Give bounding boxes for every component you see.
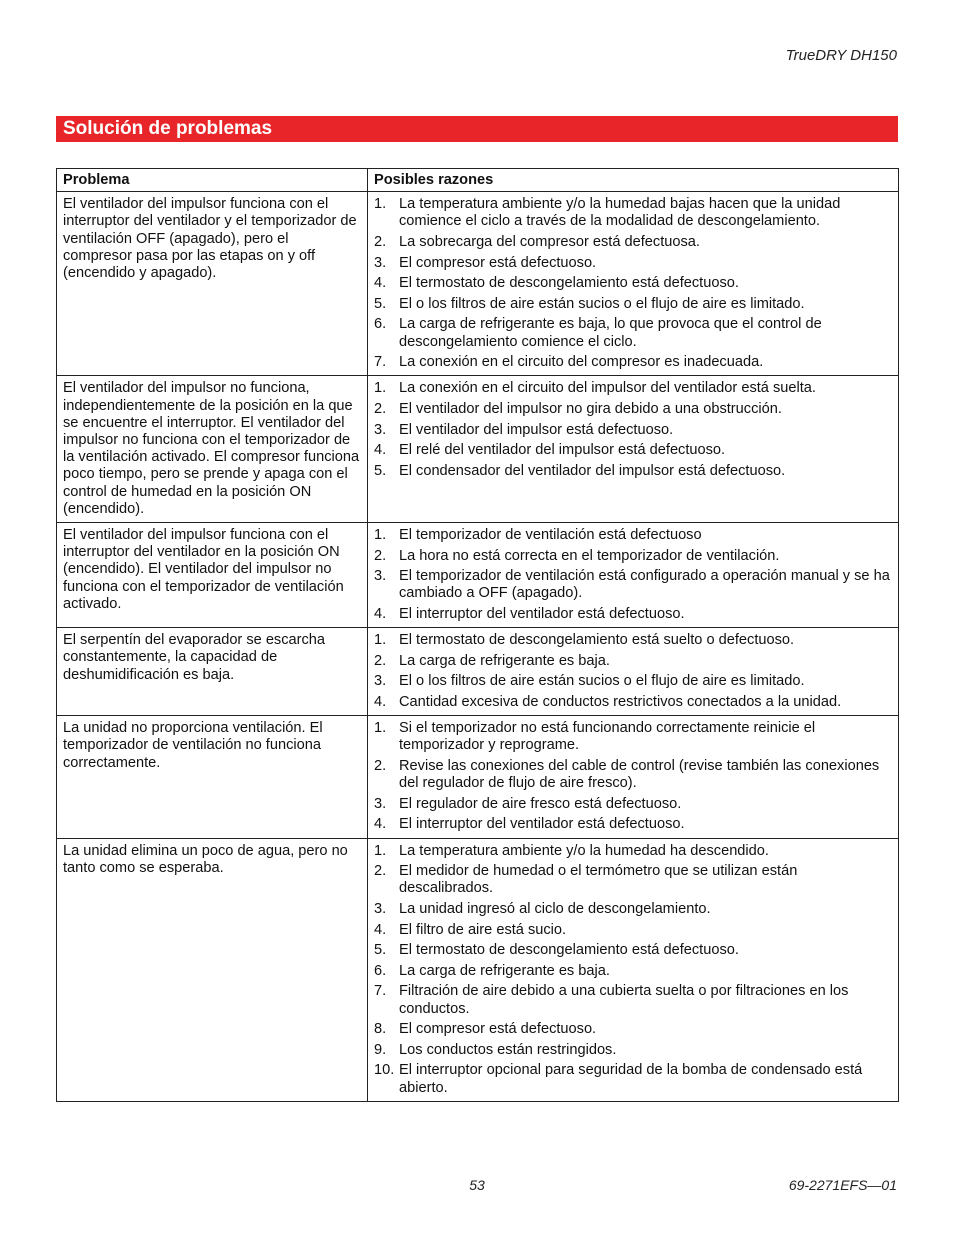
reasons-cell — [368, 192, 899, 376]
reason-text: El relé del ventilador del impulsor está defectuoso. — [399, 442, 726, 459]
reason-text: El temporizador de ventilación está configurado a operación manual y se ha cambiado a OFF (apagado). — [399, 568, 890, 602]
reason-text: El ventilador del impulsor no gira debido a una obstrucción. — [399, 400, 782, 417]
reason-text: El medidor de humedad o el termómetro que se utilizan están descalibrados. — [399, 863, 798, 897]
reason-number: 5. — [374, 295, 387, 312]
reason-text: La unidad ingresó al ciclo de descongelamiento. — [399, 900, 711, 917]
reason-item — [374, 720, 892, 754]
reason-text: El interruptor del ventilador está defectuoso. — [399, 605, 685, 622]
reason-item — [374, 196, 892, 230]
reason-item — [374, 296, 892, 313]
reasons-list — [374, 843, 892, 1097]
problem-cell: La unidad elimina un poco de agua, pero no tanto como se esperaba. — [57, 838, 368, 1101]
reason-item — [374, 316, 892, 350]
reasons-list — [374, 720, 892, 833]
reason-text: Filtración de aire debido a una cubierta suelta o por filtraciones en los conductos. — [399, 983, 849, 1017]
reasons-cell — [368, 716, 899, 838]
reason-text: Los conductos están restringidos. — [399, 1041, 617, 1058]
reason-text: El termostato de descongelamiento está defectuoso. — [399, 942, 739, 959]
section-title: Solución de problemas — [56, 116, 898, 142]
reason-number: 4. — [374, 921, 387, 938]
reasons-list — [374, 527, 892, 623]
column-header-problem: Problema — [57, 169, 368, 192]
reason-number: 3. — [374, 795, 387, 812]
reason-text: El termostato de descongelamiento está suelto o defectuoso. — [399, 632, 795, 649]
reason-number: 6. — [374, 316, 387, 333]
reason-item — [374, 758, 892, 792]
reason-text: El temporizador de ventilación está defectuoso — [399, 527, 702, 543]
reason-item — [374, 983, 892, 1017]
table-row — [57, 628, 899, 716]
reason-item — [374, 1042, 892, 1059]
reason-item — [374, 796, 892, 813]
reasons-cell — [368, 838, 899, 1101]
reason-number: 3. — [374, 673, 387, 690]
reason-text: La hora no está correcta en el temporizador de ventilación. — [399, 547, 780, 564]
reason-item — [374, 463, 892, 480]
reason-text: El termostato de descongelamiento está defectuoso. — [399, 275, 739, 292]
reason-text: La carga de refrigerante es baja, lo que provoca que el control de descongelamiento comience el ciclo. — [399, 316, 822, 350]
reason-number: 2. — [374, 652, 387, 669]
reasons-cell — [368, 628, 899, 716]
page-number: 53 — [469, 1177, 485, 1193]
reason-number: 1. — [374, 380, 387, 397]
table-row — [57, 192, 899, 376]
reason-number: 2. — [374, 400, 387, 417]
reason-number: 1. — [374, 196, 387, 213]
reason-number: 2. — [374, 757, 387, 774]
column-header-reasons: Posibles razones — [368, 169, 899, 192]
reason-item — [374, 843, 892, 860]
reason-item — [374, 816, 892, 833]
reason-text: La temperatura ambiente y/o la humedad ha descendido. — [399, 842, 769, 859]
reason-item — [374, 901, 892, 918]
reason-text: La carga de refrigerante es baja. — [399, 962, 610, 979]
reason-text: Cantidad excesiva de conductos restrictivos conectados a la unidad. — [399, 693, 842, 710]
reason-text: El ventilador del impulsor está defectuoso. — [399, 421, 674, 438]
reasons-list — [374, 632, 892, 711]
reason-item — [374, 653, 892, 670]
reason-number: 2. — [374, 547, 387, 564]
problem-cell: La unidad no proporciona ventilación. El temporizador de ventilación no funciona correctamente. — [57, 716, 368, 838]
reason-number: 3. — [374, 568, 387, 585]
reason-text: El o los filtros de aire están sucios o el flujo de aire es limitado. — [399, 673, 805, 690]
reason-text: La carga de refrigerante es baja. — [399, 652, 610, 669]
reason-number: 4. — [374, 816, 387, 833]
reason-item — [374, 401, 892, 418]
reason-text: El regulador de aire fresco está defectuoso. — [399, 795, 682, 812]
table-row — [57, 716, 899, 838]
reason-item — [374, 1062, 892, 1096]
reason-item — [374, 606, 892, 623]
reason-number: 7. — [374, 354, 387, 371]
reason-item — [374, 255, 892, 272]
reason-number: 4. — [374, 693, 387, 710]
reason-item — [374, 234, 892, 251]
reason-number: 9. — [374, 1041, 387, 1058]
reason-item — [374, 963, 892, 980]
reason-text: La sobrecarga del compresor está defectuosa. — [399, 234, 700, 250]
reason-number: 4. — [374, 605, 387, 622]
reason-item — [374, 673, 892, 690]
table-row — [57, 838, 899, 1101]
reason-number: 3. — [374, 900, 387, 917]
reason-item — [374, 380, 892, 397]
reason-number: 10. — [374, 1062, 395, 1079]
reason-number: 1. — [374, 527, 387, 543]
reason-number: 7. — [374, 983, 387, 1000]
reason-text: El compresor está defectuoso. — [399, 1021, 597, 1038]
reason-text: El interruptor opcional para seguridad de la bomba de condensado está abierto. — [399, 1062, 863, 1096]
reason-item — [374, 694, 892, 711]
reason-item — [374, 354, 892, 371]
reason-text: El interruptor del ventilador está defectuoso. — [399, 816, 685, 833]
reason-item — [374, 422, 892, 439]
reason-item — [374, 922, 892, 939]
reason-text: La temperatura ambiente y/o la humedad bajas hacen que la unidad comience el ciclo a través de la modalidad de descongelamiento. — [399, 196, 841, 230]
reasons-cell — [368, 376, 899, 523]
reason-text: Si el temporizador no está funcionando correctamente reinicie el temporizador y reprograme. — [399, 720, 816, 754]
reason-text: El filtro de aire está sucio. — [399, 921, 567, 938]
reason-item — [374, 568, 892, 602]
reason-item — [374, 548, 892, 565]
reason-number: 1. — [374, 632, 387, 649]
reason-number: 2. — [374, 863, 387, 880]
table-row — [57, 523, 899, 628]
reason-number: 4. — [374, 275, 387, 292]
problem-cell: El serpentín del evaporador se escarcha constantemente, la capacidad de deshumidificación es baja. — [57, 628, 368, 716]
table-header-row — [57, 169, 899, 192]
reason-text: Revise las conexiones del cable de control (revise también las conexiones del regulador de flujo de aire fresco). — [399, 757, 880, 792]
troubleshooting-table — [56, 168, 899, 1102]
table-row — [57, 376, 899, 523]
reason-item — [374, 863, 892, 897]
reason-number: 5. — [374, 462, 387, 479]
document-id: 69-2271EFS—01 — [788, 1177, 897, 1193]
product-name: TrueDRY DH150 — [785, 47, 897, 64]
reasons-list — [374, 196, 892, 371]
reason-text: El compresor está defectuoso. — [399, 254, 597, 271]
reason-number: 6. — [374, 962, 387, 979]
reason-item — [374, 942, 892, 959]
reason-number: 5. — [374, 942, 387, 959]
reason-text: La conexión en el circuito del impulsor del ventilador está suelta. — [399, 380, 816, 397]
problem-cell: El ventilador del impulsor funciona con el interruptor del ventilador y el temporizador de ventilación OFF (apagado), pero el compresor pasa por las etapas on y off (encendido y apagado). — [57, 192, 368, 376]
reason-number: 8. — [374, 1021, 387, 1038]
reason-number: 3. — [374, 421, 387, 438]
reason-text: El condensador del ventilador del impulsor está defectuoso. — [399, 462, 786, 479]
reason-number: 1. — [374, 720, 387, 737]
reason-item — [374, 1021, 892, 1038]
reasons-list — [374, 380, 892, 480]
reason-text: La conexión en el circuito del compresor es inadecuada. — [399, 354, 764, 371]
reason-item — [374, 632, 892, 649]
reason-number: 3. — [374, 254, 387, 271]
reason-item — [374, 442, 892, 459]
reason-number: 1. — [374, 842, 387, 859]
reason-text: El o los filtros de aire están sucios o el flujo de aire es limitado. — [399, 295, 805, 312]
problem-cell: El ventilador del impulsor funciona con el interruptor del ventilador en la posición ON (encendido). El ventilador del impulsor no funciona con el temporizador de ventilación activado. — [57, 523, 368, 628]
reason-item — [374, 275, 892, 292]
reason-number: 2. — [374, 234, 387, 250]
reasons-cell — [368, 523, 899, 628]
reason-item — [374, 527, 892, 544]
reason-number: 4. — [374, 442, 387, 459]
problem-cell: El ventilador del impulsor no funciona, independientemente de la posición en la que se encuentre el interruptor. El ventilador del impulsor no funciona con el temporizador de la ventilación activado. El compresor funciona poco tiempo, pero se prende y apaga con el control de humedad en la posición ON (encendido). — [57, 376, 368, 523]
